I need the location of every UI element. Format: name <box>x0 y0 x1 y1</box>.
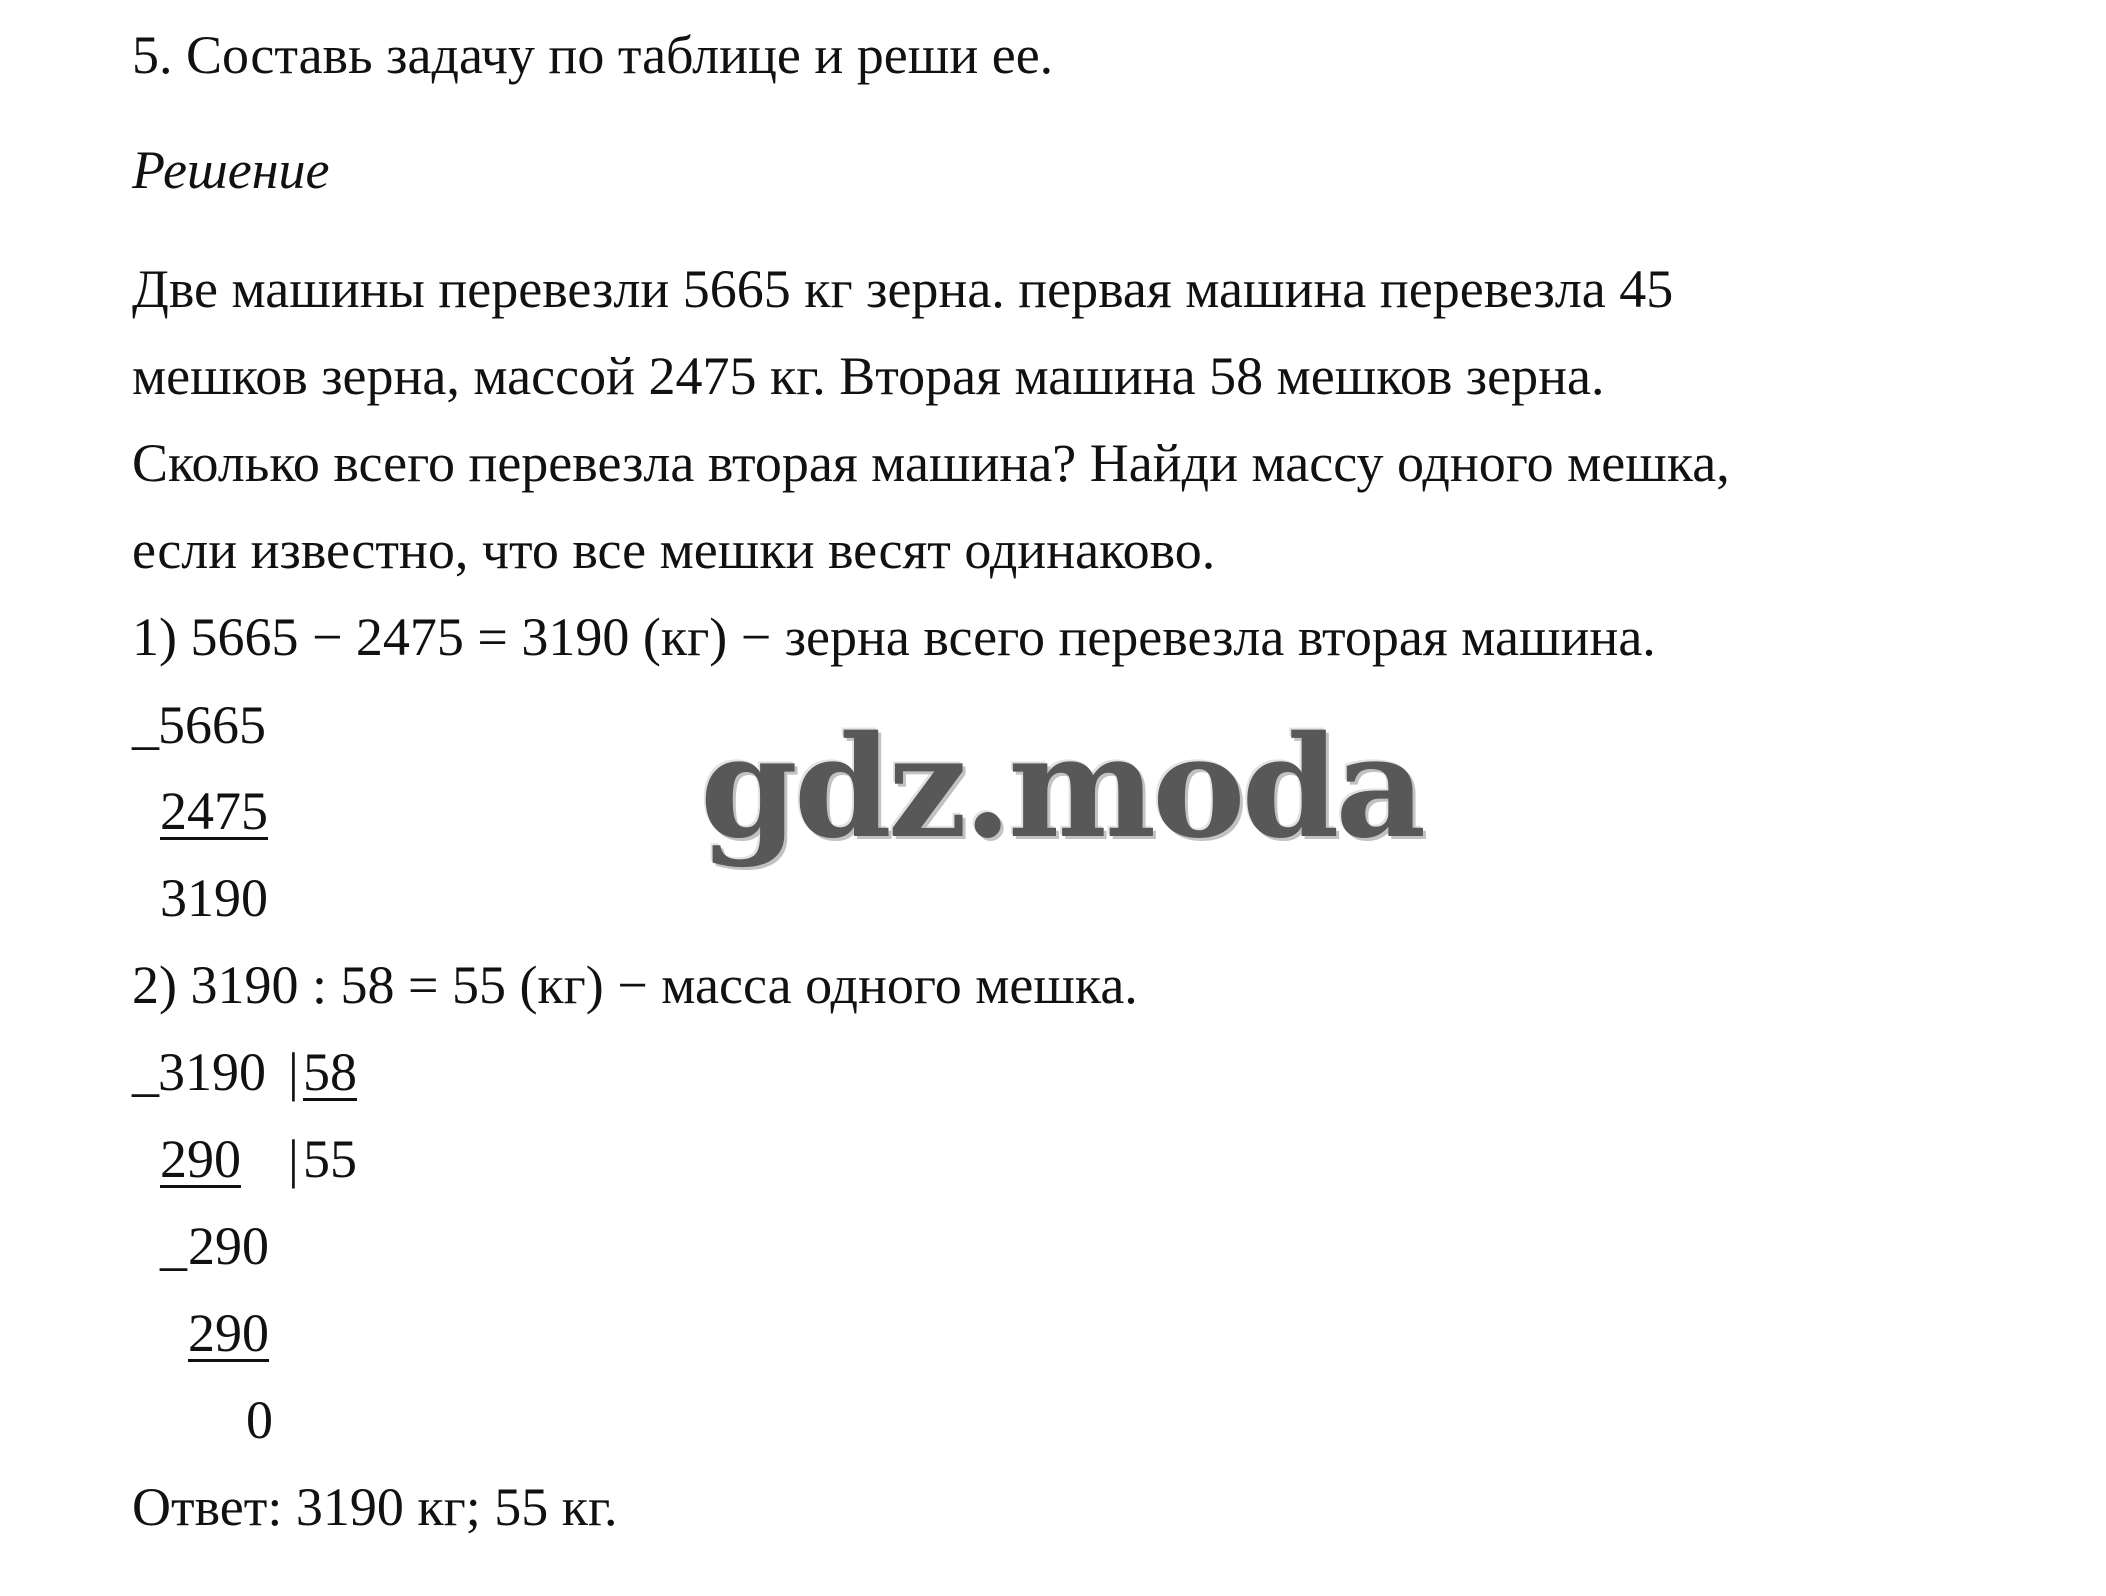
step2-text: 2) 3190 : 58 = 55 (кг) − масса одного мешка. <box>132 955 1138 1015</box>
divisor: 58 <box>303 1042 357 1102</box>
minuse-sign: _ <box>132 695 159 755</box>
answer-text: Ответ: 3190 кг; 55 кг. <box>132 1477 618 1537</box>
divisor-bar: | <box>288 1042 299 1102</box>
division-minus-sign: _ <box>132 1042 159 1102</box>
problem-line: если известно, что все мешки весят одинаково. <box>132 520 1216 580</box>
subtrahend: 2475 <box>160 781 268 841</box>
step1-text: 1) 5665 − 2475 = 3190 (кг) − зерна всего перевезла вторая машина. <box>132 607 1656 667</box>
partial-product-2: 290 <box>188 1303 269 1363</box>
task-title: 5. Составь задачу по таблице и реши ее. <box>132 25 1054 85</box>
remainder: 0 <box>246 1390 273 1450</box>
difference: 3190 <box>160 868 268 928</box>
division-minus-sign-2: _ <box>160 1216 187 1276</box>
quotient: 55 <box>303 1129 357 1189</box>
problem-line: Две машины перевезли 5665 кг зерна. первая машина перевезла 45 <box>132 259 1674 319</box>
partial-product-1: 290 <box>160 1129 241 1189</box>
remainder-step: 290 <box>188 1216 269 1276</box>
problem-line: Сколько всего перевезла вторая машина? Найди массу одного мешка, <box>132 433 1730 493</box>
solution-heading: Решение <box>132 140 330 200</box>
problem-line: мешков зерна, массой 2475 кг. Вторая машина 58 мешков зерна. <box>132 346 1605 406</box>
watermark-logo: gdz.moda <box>700 706 1423 870</box>
dividend: 3190 <box>158 1042 266 1102</box>
minuend: 5665 <box>158 695 266 755</box>
quotient-bar: | <box>288 1129 299 1189</box>
